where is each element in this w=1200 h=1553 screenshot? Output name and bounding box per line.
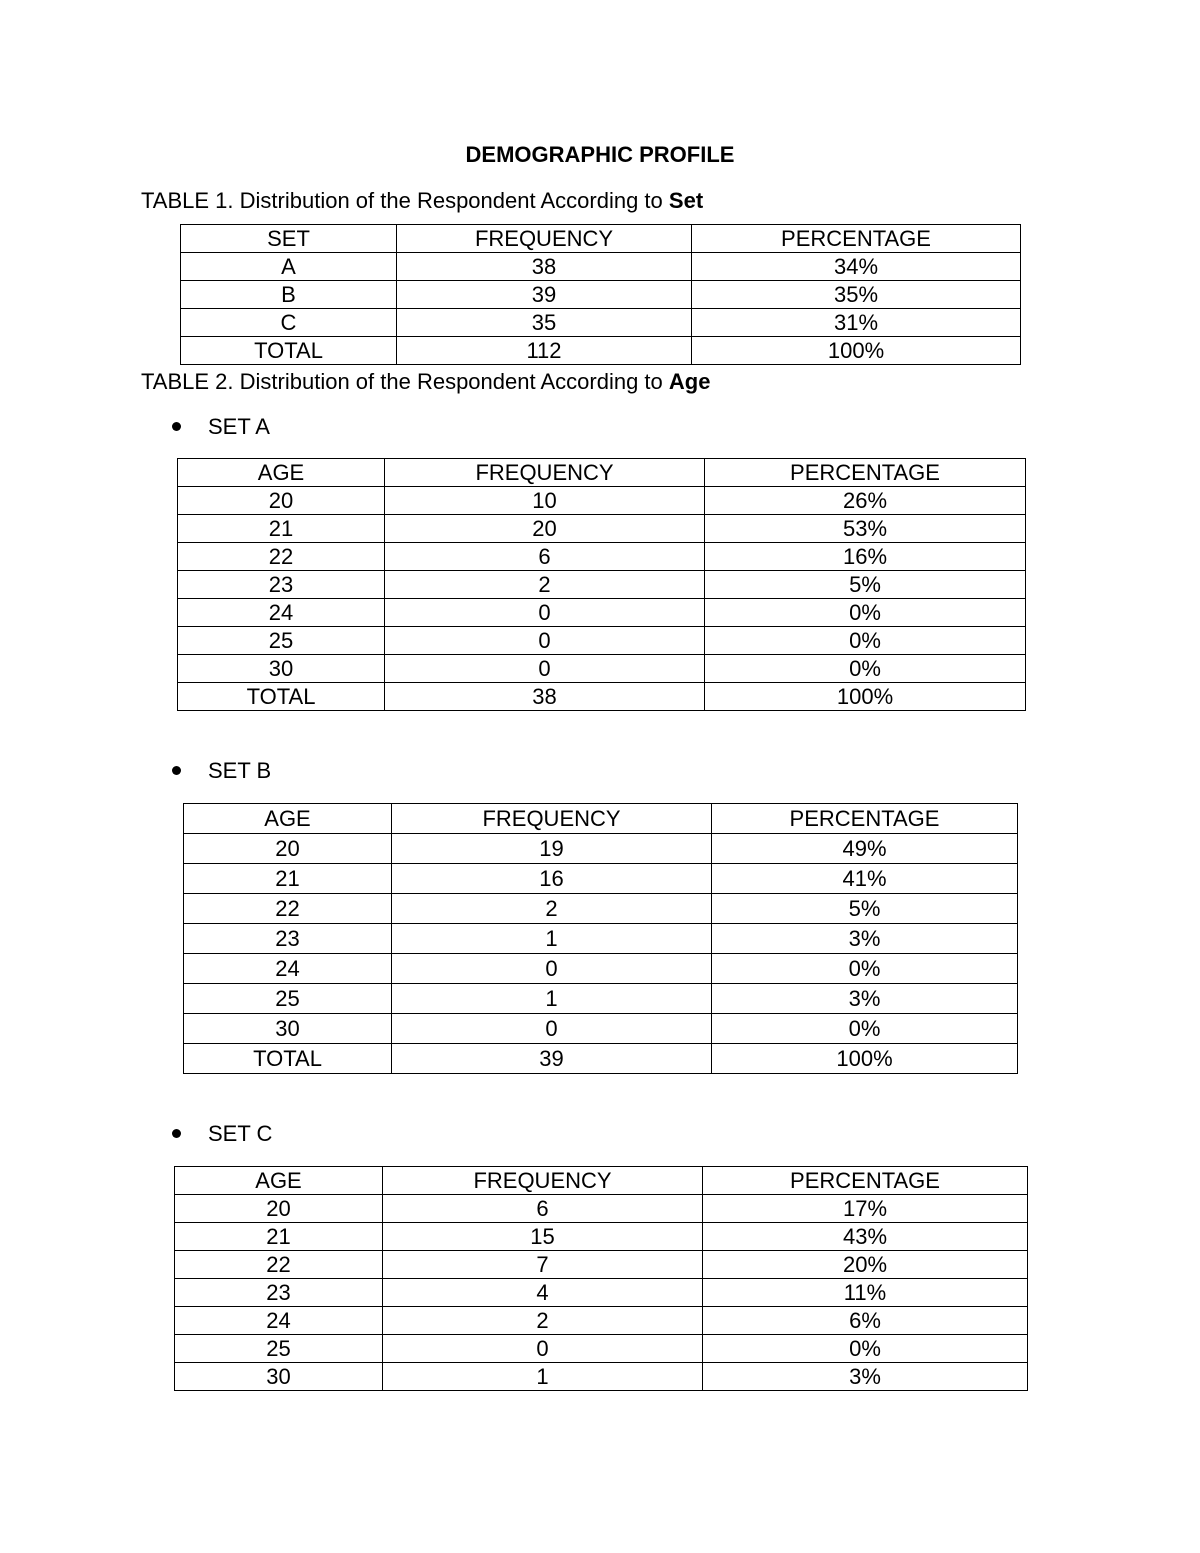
set-distribution-table — [180, 224, 1021, 365]
table-cell: 43% — [703, 1223, 1028, 1251]
table-cell: 41% — [712, 864, 1018, 894]
table-cell: 25 — [184, 984, 392, 1014]
table-cell: 16% — [705, 543, 1026, 571]
table2-caption-text: TABLE 2. Distribution of the Respondent According to — [141, 369, 669, 394]
table-cell: A — [181, 253, 397, 281]
table-cell: 3% — [712, 984, 1018, 1014]
table-row — [184, 894, 1018, 924]
table-total-row — [184, 1044, 1018, 1074]
table-row — [178, 543, 1026, 571]
table-header-row — [178, 459, 1026, 487]
table-cell: 5% — [705, 571, 1026, 599]
table-cell: 2 — [392, 894, 712, 924]
set-a-label: SET A — [208, 414, 270, 439]
table-cell: 31% — [692, 309, 1021, 337]
table-cell: 1 — [392, 984, 712, 1014]
table-cell: 17% — [703, 1195, 1028, 1223]
table2-caption — [141, 369, 710, 395]
table-cell: 2 — [383, 1307, 703, 1335]
table-cell: 35% — [692, 281, 1021, 309]
table-row — [175, 1223, 1028, 1251]
table-cell: 0% — [712, 954, 1018, 984]
table-cell: 0 — [385, 627, 705, 655]
header-cell: PERCENTAGE — [703, 1167, 1028, 1195]
table-cell: 20 — [385, 515, 705, 543]
table-cell: 2 — [385, 571, 705, 599]
table-cell: 10 — [385, 487, 705, 515]
table-cell: 22 — [175, 1251, 383, 1279]
table-row — [184, 834, 1018, 864]
table-cell: 39 — [397, 281, 692, 309]
table-cell: TOTAL — [178, 683, 385, 711]
table-row — [178, 599, 1026, 627]
header-cell: FREQUENCY — [392, 804, 712, 834]
table-cell: TOTAL — [184, 1044, 392, 1074]
header-cell: AGE — [184, 804, 392, 834]
table-cell: 21 — [184, 864, 392, 894]
table-cell: 1 — [392, 924, 712, 954]
table-cell: 1 — [383, 1363, 703, 1391]
table-row — [178, 515, 1026, 543]
table-row — [178, 655, 1026, 683]
bullet-icon — [172, 766, 181, 775]
set-c-label: SET C — [208, 1121, 273, 1146]
table-total-row — [178, 683, 1026, 711]
table-row — [184, 864, 1018, 894]
header-cell: FREQUENCY — [385, 459, 705, 487]
table-row — [181, 253, 1021, 281]
table-cell: 100% — [705, 683, 1026, 711]
header-cell: FREQUENCY — [397, 225, 692, 253]
table-cell: 21 — [178, 515, 385, 543]
table-row — [181, 281, 1021, 309]
table-cell: 25 — [175, 1335, 383, 1363]
table-cell: 35 — [397, 309, 692, 337]
table-cell: 0% — [705, 655, 1026, 683]
table-cell: 24 — [178, 599, 385, 627]
table-header-row — [184, 804, 1018, 834]
table-cell: 39 — [392, 1044, 712, 1074]
table-cell: 38 — [397, 253, 692, 281]
table-cell: 0 — [385, 655, 705, 683]
table-cell: 49% — [712, 834, 1018, 864]
table-row — [181, 309, 1021, 337]
table-row — [175, 1363, 1028, 1391]
table-cell: 0% — [705, 627, 1026, 655]
table-cell: 30 — [175, 1363, 383, 1391]
table-cell: 7 — [383, 1251, 703, 1279]
table-cell: 100% — [712, 1044, 1018, 1074]
header-cell: AGE — [175, 1167, 383, 1195]
table-row — [184, 984, 1018, 1014]
table-row — [178, 627, 1026, 655]
table-cell: 0 — [385, 599, 705, 627]
table-cell: 19 — [392, 834, 712, 864]
table-cell: 22 — [178, 543, 385, 571]
table-cell: 20 — [178, 487, 385, 515]
table-cell: 6 — [383, 1195, 703, 1223]
set-b-label: SET B — [208, 758, 272, 783]
table-cell: 0 — [392, 954, 712, 984]
table-row — [178, 571, 1026, 599]
table-cell: 0 — [383, 1335, 703, 1363]
set-a-bullet — [172, 414, 270, 440]
table-cell: 20 — [175, 1195, 383, 1223]
set-c-bullet — [172, 1121, 272, 1147]
table-cell: 0% — [712, 1014, 1018, 1044]
table-cell: 11% — [703, 1279, 1028, 1307]
table-cell: 5% — [712, 894, 1018, 924]
table-cell: 3% — [712, 924, 1018, 954]
table-row — [184, 1014, 1018, 1044]
set-c-age-table — [174, 1166, 1028, 1391]
table-cell: 20% — [703, 1251, 1028, 1279]
table-cell: 38 — [385, 683, 705, 711]
bullet-icon — [172, 1129, 181, 1138]
table-cell: 3% — [703, 1363, 1028, 1391]
table-cell: 0% — [703, 1335, 1028, 1363]
header-cell: PERCENTAGE — [692, 225, 1021, 253]
table-cell: 23 — [175, 1279, 383, 1307]
table1-caption — [141, 188, 703, 214]
table-cell: 112 — [397, 337, 692, 365]
table-cell: 20 — [184, 834, 392, 864]
table-cell: 26% — [705, 487, 1026, 515]
table-row — [178, 487, 1026, 515]
table-cell: 23 — [178, 571, 385, 599]
table-row — [175, 1279, 1028, 1307]
set-b-age-table — [183, 803, 1018, 1074]
table-cell: 16 — [392, 864, 712, 894]
table-header-row — [175, 1167, 1028, 1195]
table-row — [184, 954, 1018, 984]
table-cell: 24 — [184, 954, 392, 984]
table1-caption-bold: Set — [668, 188, 704, 213]
table-cell: C — [181, 309, 397, 337]
bullet-icon — [172, 422, 181, 431]
table-cell: B — [181, 281, 397, 309]
table-cell: TOTAL — [181, 337, 397, 365]
table-row — [175, 1335, 1028, 1363]
table-cell: 6 — [385, 543, 705, 571]
table-cell: 25 — [178, 627, 385, 655]
table-cell: 21 — [175, 1223, 383, 1251]
table1-caption-text: TABLE 1. Distribution of the Respondent According to — [141, 188, 669, 213]
table-cell: 15 — [383, 1223, 703, 1251]
header-cell: SET — [181, 225, 397, 253]
set-b-bullet — [172, 758, 271, 784]
table-cell: 22 — [184, 894, 392, 924]
table-cell: 4 — [383, 1279, 703, 1307]
table-header-row — [181, 225, 1021, 253]
table-total-row — [181, 337, 1021, 365]
table-cell: 0% — [705, 599, 1026, 627]
page-title: DEMOGRAPHIC PROFILE — [465, 142, 735, 167]
table-cell: 53% — [705, 515, 1026, 543]
header-cell: PERCENTAGE — [705, 459, 1026, 487]
table-row — [175, 1195, 1028, 1223]
table-cell: 34% — [692, 253, 1021, 281]
table-cell: 0 — [392, 1014, 712, 1044]
header-cell: FREQUENCY — [383, 1167, 703, 1195]
table2-caption-bold: Age — [668, 369, 711, 394]
table-cell: 24 — [175, 1307, 383, 1335]
table-row — [184, 924, 1018, 954]
table-row — [175, 1251, 1028, 1279]
set-a-age-table — [177, 458, 1026, 711]
header-cell: PERCENTAGE — [712, 804, 1018, 834]
table-cell: 6% — [703, 1307, 1028, 1335]
table-cell: 30 — [178, 655, 385, 683]
header-cell: AGE — [178, 459, 385, 487]
table-cell: 100% — [692, 337, 1021, 365]
table-cell: 23 — [184, 924, 392, 954]
table-cell: 30 — [184, 1014, 392, 1044]
table-row — [175, 1307, 1028, 1335]
